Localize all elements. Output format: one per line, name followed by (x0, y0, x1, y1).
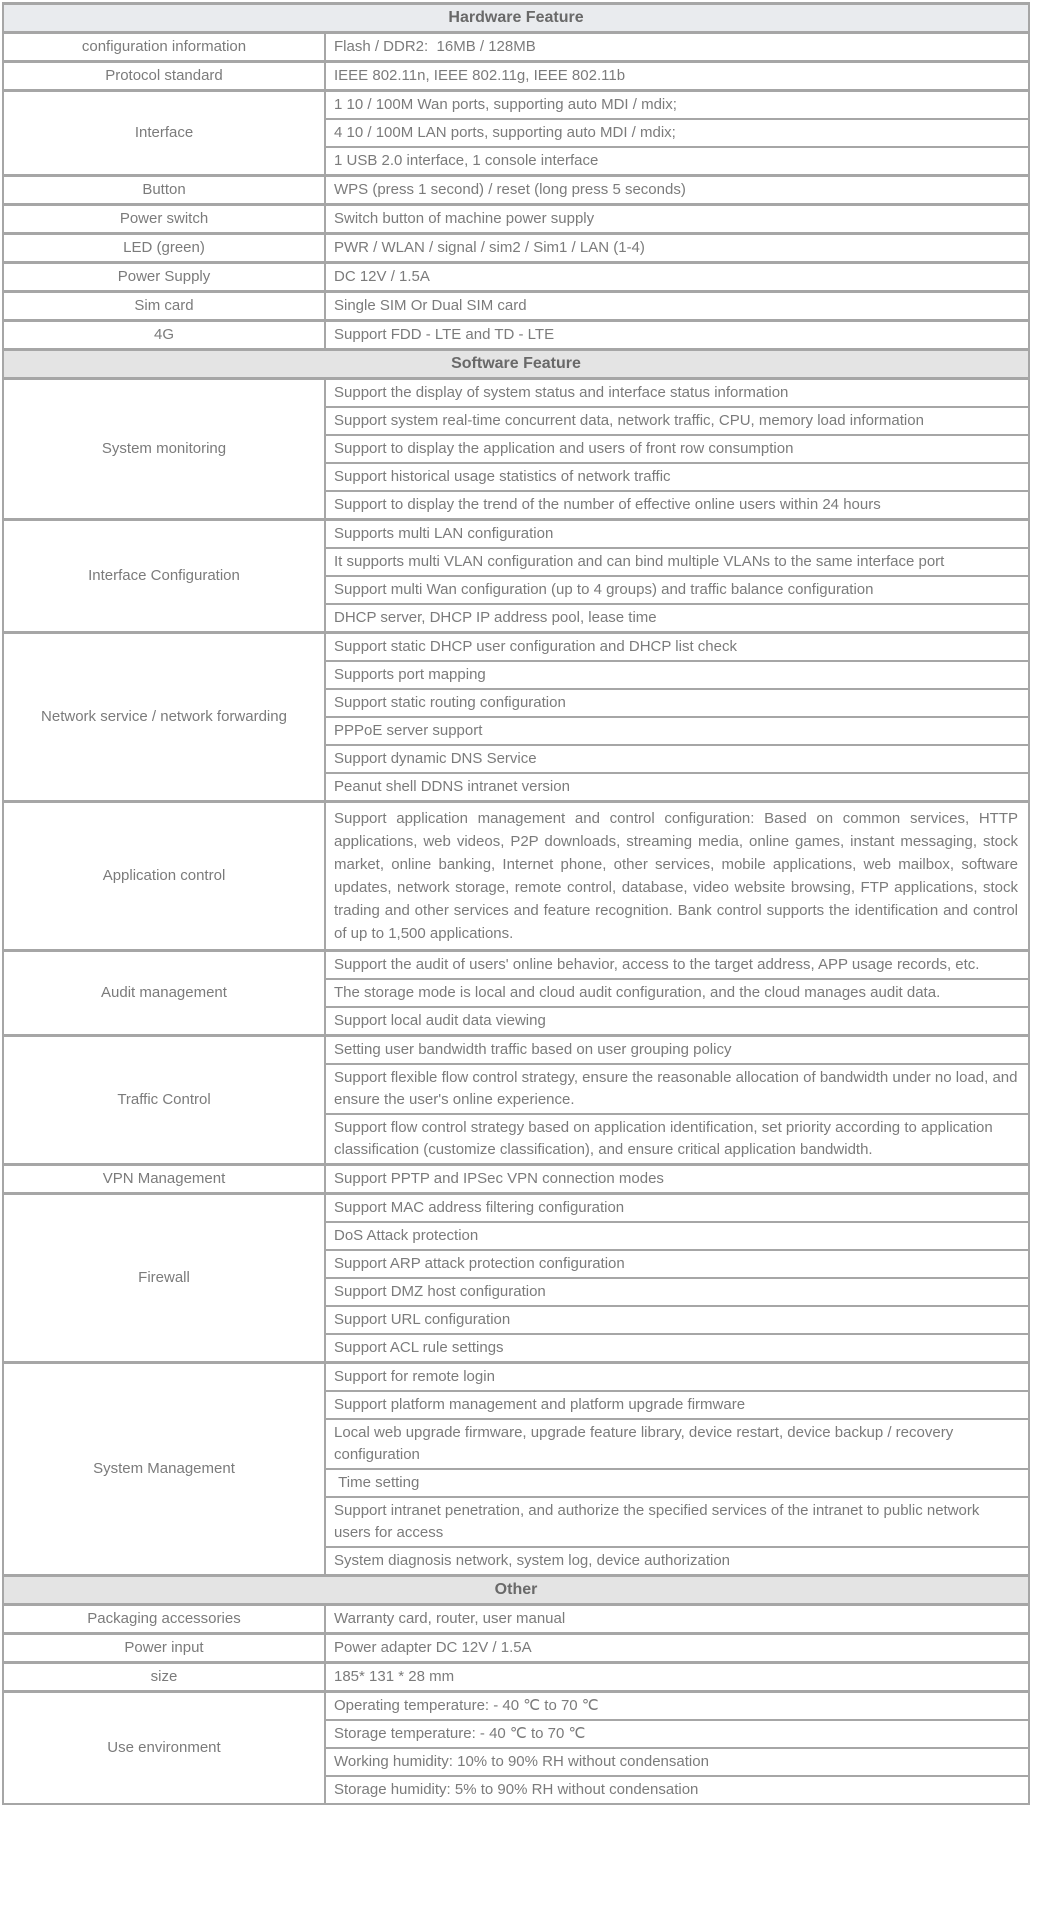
spec-value: 4 10 / 100M LAN ports, supporting auto MDI / mdix; (325, 119, 1029, 147)
spec-value: Operating temperature: - 40 ℃ to 70 ℃ (325, 1692, 1029, 1721)
spec-value: Peanut shell DDNS intranet version (325, 773, 1029, 802)
spec-label-vpn-management: VPN Management (3, 1165, 325, 1194)
spec-value: Support the audit of users' online behavior, access to the target address, APP usage records, etc. (325, 951, 1029, 980)
spec-value: Support application management and control configuration: Based on common services, HTTP applications, web videos, P2P downloads, streaming media, online games, instant messaging, stock market, online banking, Internet phone, other services, mobile applications, web mailbox, software updates, network storage, remote control, database, video website browsing, FTP applications, stock trading and other services and feature recognition. Bank control supports the identification and control of up to 1,500 applications. (325, 802, 1029, 951)
spec-value: Local web upgrade firmware, upgrade feature library, device restart, device backup / recovery configuration (325, 1419, 1029, 1469)
spec-value: Support MAC address filtering configuration (325, 1194, 1029, 1223)
spec-value: Support dynamic DNS Service (325, 745, 1029, 773)
spec-label-led-green: LED (green) (3, 234, 325, 263)
spec-label-audit-management: Audit management (3, 951, 325, 1036)
spec-value: 1 10 / 100M Wan ports, supporting auto MDI / mdix; (325, 91, 1029, 120)
table-row (3, 633, 1029, 662)
table-row (3, 234, 1029, 263)
table-row (3, 1363, 1029, 1392)
section-header-row (3, 1576, 1029, 1605)
spec-label-system-monitoring: System monitoring (3, 379, 325, 520)
spec-label-interface: Interface (3, 91, 325, 176)
section-header-row (3, 4, 1029, 33)
table-row (3, 62, 1029, 91)
spec-value: It supports multi VLAN configuration and can bind multiple VLANs to the same interface port (325, 548, 1029, 576)
table-row (3, 292, 1029, 321)
table-row (3, 379, 1029, 408)
spec-label-firewall: Firewall (3, 1194, 325, 1363)
table-row (3, 1036, 1029, 1065)
spec-label-interface-configuration: Interface Configuration (3, 520, 325, 633)
spec-value: Support system real-time concurrent data, network traffic, CPU, memory load information (325, 407, 1029, 435)
spec-value: IEEE 802.11n, IEEE 802.11g, IEEE 802.11b (325, 62, 1029, 91)
spec-label-system-management: System Management (3, 1363, 325, 1576)
section-title-hardware: Hardware Feature (3, 4, 1029, 33)
table-row (3, 1165, 1029, 1194)
spec-value: Supports port mapping (325, 661, 1029, 689)
spec-value: 185* 131 * 28 mm (325, 1663, 1029, 1692)
spec-value: Support to display the trend of the number of effective online users within 24 hours (325, 491, 1029, 520)
spec-value: Support FDD - LTE and TD - LTE (325, 321, 1029, 350)
spec-value: Support intranet penetration, and authorize the specified services of the intranet to public network users for access (325, 1497, 1029, 1547)
spec-label-configuration-information: configuration information (3, 33, 325, 62)
table-row (3, 1605, 1029, 1634)
spec-label-size: size (3, 1663, 325, 1692)
spec-label-traffic-control: Traffic Control (3, 1036, 325, 1165)
spec-label-use-environment: Use environment (3, 1692, 325, 1805)
table-row (3, 802, 1029, 951)
table-row (3, 951, 1029, 980)
spec-label-packaging-accessories: Packaging accessories (3, 1605, 325, 1634)
spec-value: Setting user bandwidth traffic based on user grouping policy (325, 1036, 1029, 1065)
spec-value: Support historical usage statistics of network traffic (325, 463, 1029, 491)
spec-value: Support local audit data viewing (325, 1007, 1029, 1036)
spec-value: Support static routing configuration (325, 689, 1029, 717)
spec-value: Storage humidity: 5% to 90% RH without condensation (325, 1776, 1029, 1804)
spec-value: Support static DHCP user configuration and DHCP list check (325, 633, 1029, 662)
spec-value: Support ACL rule settings (325, 1334, 1029, 1363)
spec-value: DoS Attack protection (325, 1222, 1029, 1250)
spec-value: The storage mode is local and cloud audit configuration, and the cloud manages audit data. (325, 979, 1029, 1007)
spec-label-4g: 4G (3, 321, 325, 350)
table-row (3, 1194, 1029, 1223)
spec-value: Support platform management and platform upgrade firmware (325, 1391, 1029, 1419)
spec-value: Support multi Wan configuration (up to 4 groups) and traffic balance configuration (325, 576, 1029, 604)
spec-value: Support flexible flow control strategy, ensure the reasonable allocation of bandwidth under no load, and ensure the user's online experience. (325, 1064, 1029, 1114)
table-row (3, 176, 1029, 205)
spec-value: Storage temperature: - 40 ℃ to 70 ℃ (325, 1720, 1029, 1748)
spec-value: 1 USB 2.0 interface, 1 console interface (325, 147, 1029, 176)
spec-value: Support to display the application and users of front row consumption (325, 435, 1029, 463)
section-header-row (3, 350, 1029, 379)
spec-value: Switch button of machine power supply (325, 205, 1029, 234)
section-software (3, 350, 1029, 1576)
spec-value: WPS (press 1 second) / reset (long press 5 seconds) (325, 176, 1029, 205)
table-row (3, 520, 1029, 549)
spec-value: Support flow control strategy based on application identification, set priority according to application classification (customize classification), and ensure critical application bandwidth. (325, 1114, 1029, 1165)
spec-value: PWR / WLAN / signal / sim2 / Sim1 / LAN (1-4) (325, 234, 1029, 263)
table-row (3, 205, 1029, 234)
spec-value: Support for remote login (325, 1363, 1029, 1392)
section-other (3, 1576, 1029, 1805)
spec-value: System diagnosis network, system log, device authorization (325, 1547, 1029, 1576)
table-row (3, 321, 1029, 350)
table-row (3, 1663, 1029, 1692)
spec-value: Support the display of system status and interface status information (325, 379, 1029, 408)
spec-label-network-service: Network service / network forwarding (3, 633, 325, 802)
table-row (3, 1692, 1029, 1721)
spec-label-power-input: Power input (3, 1634, 325, 1663)
spec-value: Support URL configuration (325, 1306, 1029, 1334)
section-title-software: Software Feature (3, 350, 1029, 379)
spec-value: DC 12V / 1.5A (325, 263, 1029, 292)
spec-value: Power adapter DC 12V / 1.5A (325, 1634, 1029, 1663)
spec-value: Single SIM Or Dual SIM card (325, 292, 1029, 321)
spec-label-application-control: Application control (3, 802, 325, 951)
spec-label-sim-card: Sim card (3, 292, 325, 321)
spec-table (2, 2, 1030, 1805)
section-title-other: Other (3, 1576, 1029, 1605)
spec-value: Support DMZ host configuration (325, 1278, 1029, 1306)
spec-value: Flash / DDR2: 16MB / 128MB (325, 33, 1029, 62)
spec-value: Time setting (325, 1469, 1029, 1497)
spec-label-protocol-standard: Protocol standard (3, 62, 325, 91)
spec-label-power-supply: Power Supply (3, 263, 325, 292)
table-row (3, 33, 1029, 62)
spec-value: DHCP server, DHCP IP address pool, lease time (325, 604, 1029, 633)
table-row (3, 263, 1029, 292)
spec-value: Support PPTP and IPSec VPN connection modes (325, 1165, 1029, 1194)
table-row (3, 91, 1029, 120)
spec-value: Warranty card, router, user manual (325, 1605, 1029, 1634)
spec-value: PPPoE server support (325, 717, 1029, 745)
table-row (3, 1634, 1029, 1663)
spec-label-power-switch: Power switch (3, 205, 325, 234)
spec-value: Working humidity: 10% to 90% RH without condensation (325, 1748, 1029, 1776)
section-hardware (3, 4, 1029, 350)
spec-value: Support ARP attack protection configuration (325, 1250, 1029, 1278)
spec-label-button: Button (3, 176, 325, 205)
spec-value: Supports multi LAN configuration (325, 520, 1029, 549)
